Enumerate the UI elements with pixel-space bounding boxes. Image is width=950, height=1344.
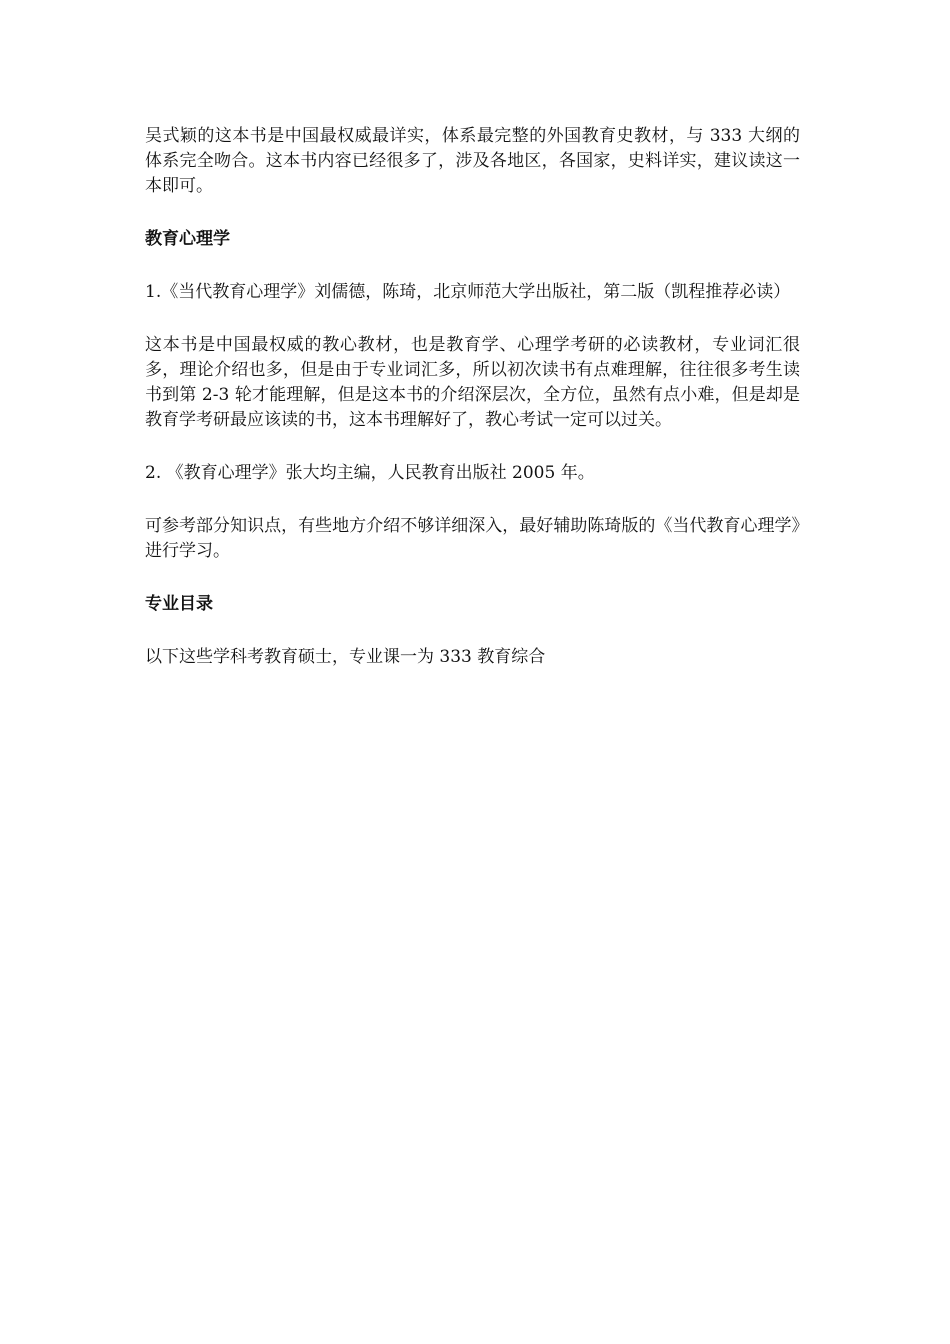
paragraph-major-catalog-intro: 以下这些学科考教育硕士，专业课一为 333 教育综合 (145, 647, 546, 667)
paragraph-book-1: 1.《当代教育心理学》刘儒德，陈琦，北京师范大学出版社，第二版（凯程推荐必读） (145, 282, 791, 302)
paragraph-wu-shiying-book: 吴式颖的这本书是中国最权威最详实，体系最完整的外国教育史教材，与 333 大纲的体系完全吻合。这本书内容已经很多了，涉及各地区，各国家，史料详实，建议读这一本即可。 (145, 126, 800, 196)
section-heading-educational-psychology: 教育心理学 (145, 229, 230, 249)
paragraph-book-2: 2. 《教育心理学》张大均主编，人民教育出版社 2005 年。 (145, 463, 595, 483)
document-body (145, 124, 800, 698)
paragraph-book-1-description: 这本书是中国最权威的教心教材，也是教育学、心理学考研的必读教材，专业词汇很多，理论介绍也多，但是由于专业词汇多，所以初次读书有点难理解，往往很多考生读书到第 2-3 轮才能理解，但是这本书的介绍深层次，全方位，虽然有点小难，但是却是教育学考研最应该读的书，这本书理解好了，教心考试一定可以过关。 (145, 335, 800, 430)
section-heading-major-catalog: 专业目录 (145, 594, 213, 614)
paragraph-book-2-description: 可参考部分知识点，有些地方介绍不够详细深入，最好辅助陈琦版的《当代教育心理学》进行学习。 (145, 516, 800, 561)
